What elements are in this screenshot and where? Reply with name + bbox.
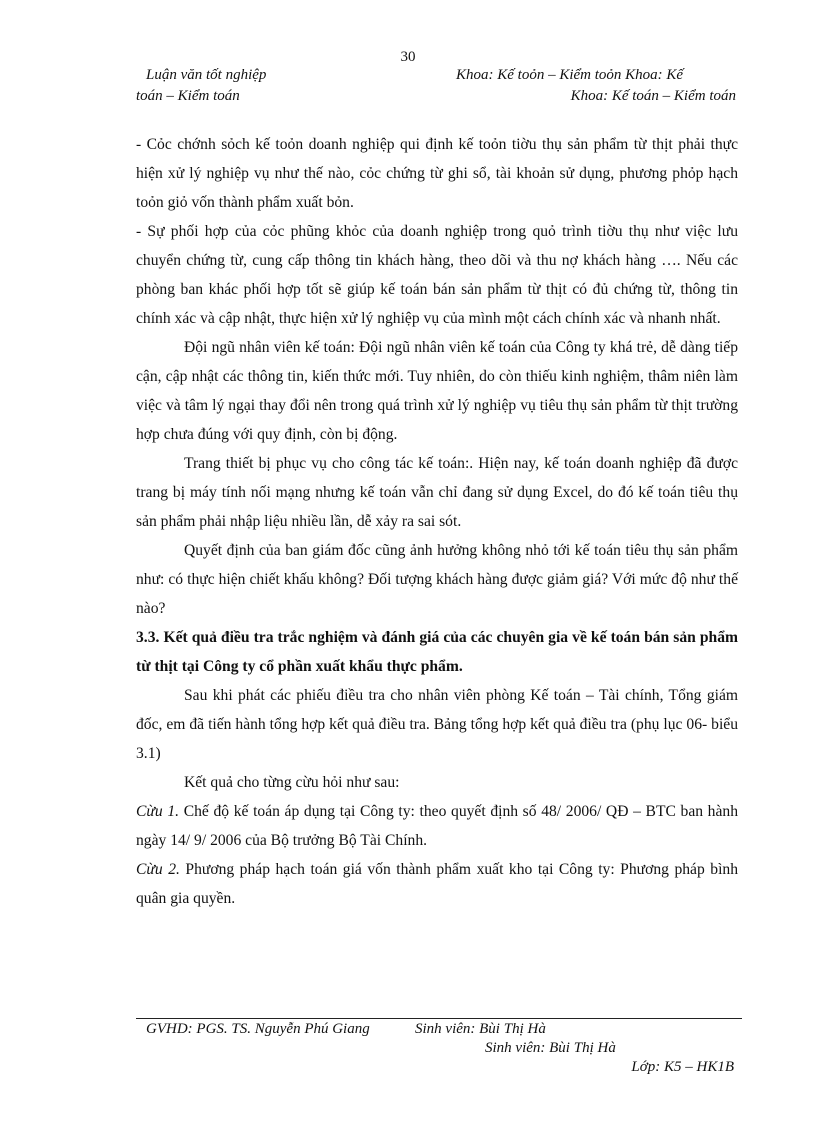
header-faculty-continued: toán – Kiểm toán [136,88,240,104]
question-1-text: Chế độ kế toán áp dụng tại Công ty: theo quyết định số 48/ 2006/ QĐ – BTC ban hành ngày 14/ 9/ 2006 của Bộ trưởng Bộ Tài Chính. [136,803,738,849]
section-heading-3-3: 3.3. Kết quả điều tra trắc nghiệm và đánh giá của các chuyên gia về kế toán bán sản phẩm từ thịt tại Công ty cổ phần xuất khẩu thực phẩm. [136,629,738,675]
question-1-label: Cừu 1. [136,803,180,820]
paragraph-equipment: Trang thiết bị phục vụ cho công tác kế toán:. Hiện nay, kế toán doanh nghiệp đã được trang bị máy tính nối mạng nhưng kế toán vẫn chỉ đang sử dụng Excel, do đó kế toán tiêu thụ sản phẩm phải nhập liệu nhiều lần, dễ xảy ra sai sót. [136,455,738,530]
header-faculty-label: Khoa: Kế toỏn – Kiểm toỏn Khoa: Kế [456,67,684,83]
paragraph-management-decision: Quyết định của ban giám đốc cũng ảnh hưởng không nhỏ tới kế toán tiêu thụ sản phẩm như: có thực hiện chiết khấu không? Đối tượng khách hàng được giảm giá? Với mức độ như thế nào? [136,542,738,617]
footer-advisor: GVHD: PGS. TS. Nguyễn Phú Giang [146,1021,370,1037]
footer-student-repeat: Sinh viên: Bùi Thị Hà [485,1040,616,1056]
header-thesis-label: Luận văn tốt nghiệp [146,67,267,83]
paragraph-results-intro: Kết quả cho từng cừu hỏi như sau: [184,774,400,791]
page-number: 30 [400,49,416,65]
question-2-text: Phương pháp hạch toán giá vốn thành phẩm xuất kho tại Công ty: Phương pháp bình quân gia quyền. [136,861,738,907]
footer-class: Lớp: K5 – HK1B [631,1059,734,1075]
header-faculty-label-2: Khoa: Kế toán – Kiểm toán [570,88,736,104]
footer-divider [136,1018,742,1019]
question-2 [136,855,738,913]
document-body [136,130,738,913]
footer-student: Sinh viên: Bùi Thị Hà [415,1021,546,1037]
paragraph-accounting-policy: - Cỏc chớnh sỏch kế toỏn doanh nghiệp qui định kế toỏn tiờu thụ sản phẩm từ thịt phải thực hiện xử lý nghiệp vụ như thế nào, cỏc chứng từ ghi sổ, tài khoản sử dụng, phương phỏp hạch toỏn giỏ vốn thành phẩm xuất bỏn. [136,136,738,211]
paragraph-survey-summary: Sau khi phát các phiếu điều tra cho nhân viên phòng Kế toán – Tài chính, Tổng giám đốc, em đã tiến hành tổng hợp kết quả điều tra. Bảng tổng hợp kết quả điều tra (phụ lục 06- biểu 3.1) [136,687,738,762]
paragraph-department-coordination: - Sự phối hợp của cỏc phũng khỏc của doanh nghiệp trong quỏ trình tiờu thụ như việc lưu chuyển chứng từ, cung cấp thông tin khách hàng, theo dõi và thu nợ khách hàng …. Nếu các phòng ban khác phối hợp tốt sẽ giúp kế toán bán sản phẩm từ thịt có đủ chứng từ, thông tin chính xác và cập nhật, thực hiện xử lý nghiệp vụ của mình một cách chính xác và nhanh nhất. [136,223,738,327]
question-2-label: Cừu 2. [136,861,180,878]
question-1 [136,797,738,855]
paragraph-accounting-staff: Đội ngũ nhân viên kế toán: Đội ngũ nhân viên kế toán của Công ty khá trẻ, dễ dàng tiếp cận, cập nhật các thông tin, kiến thức mới. Tuy nhiên, do còn thiếu kinh nghiệm, thâm niên làm việc và tâm lý ngại thay đổi nên trong quá trình xử lý nghiệp vụ tiêu thụ sản phẩm từ thịt trường hợp chưa đúng với quy định, còn bị động. [136,339,738,443]
